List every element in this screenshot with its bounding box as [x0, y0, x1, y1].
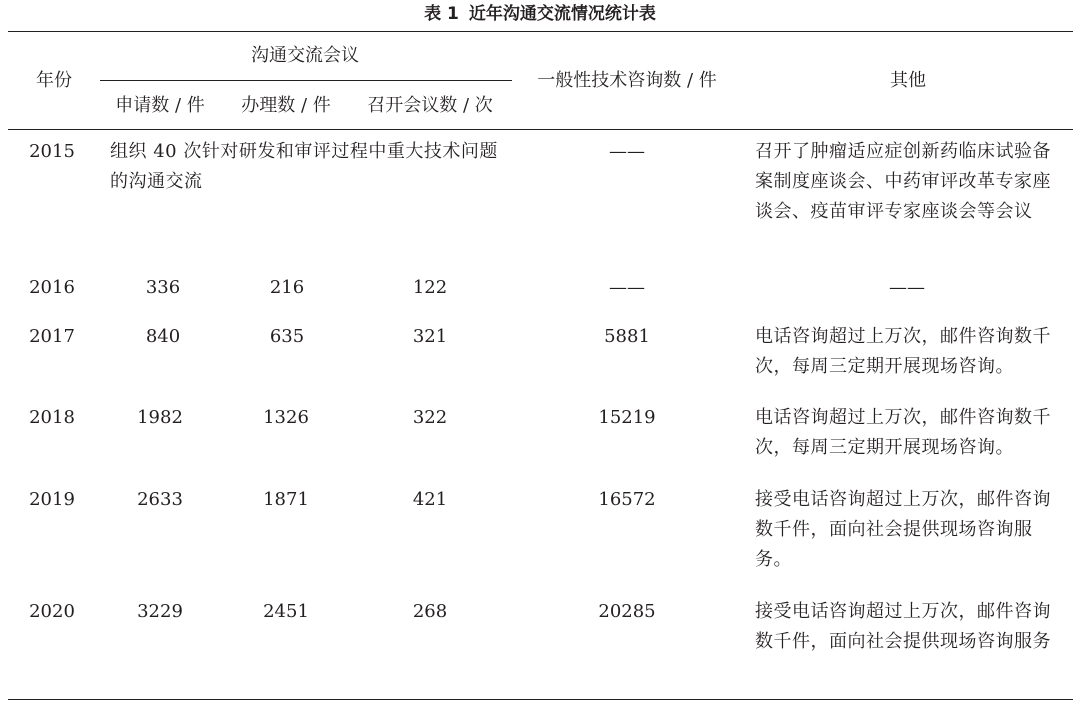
- cell-applications: 1982: [137, 407, 183, 428]
- cell-other: 接受电话咨询超过上万次，邮件咨询数千件，面向社会提供现场咨询服务。: [755, 489, 1051, 570]
- cell-consultations: 5881: [604, 326, 650, 347]
- header-rule: [8, 129, 1073, 130]
- cell-other: 电话咨询超过上万次，邮件咨询数千次，每周三定期开展现场咨询。: [755, 407, 1051, 458]
- table-number: 表 1: [424, 4, 459, 24]
- header-applications: 申请数 / 件: [115, 95, 205, 116]
- cell-year: 2015: [29, 141, 75, 162]
- cell-meetings: 122: [412, 277, 448, 298]
- bottom-rule: [8, 699, 1073, 700]
- cell-applications: 3229: [137, 601, 183, 622]
- cell-other: 接受电话咨询超过上万次，邮件咨询数千件，面向社会提供现场咨询服务: [755, 601, 1051, 652]
- header-other: 其他: [890, 70, 926, 91]
- cell-applications: 336: [145, 277, 181, 298]
- cell-handled: 1871: [263, 489, 309, 510]
- cell-year: 2018: [29, 407, 75, 428]
- top-rule: [8, 31, 1073, 32]
- cell-merged-note: 组织 40 次针对研发和审评过程中重大技术问题的沟通交流: [110, 141, 498, 192]
- table-title: 近年沟通交流情况统计表: [468, 4, 656, 24]
- cell-consultations: ——: [609, 277, 645, 298]
- header-handled: 办理数 / 件: [241, 95, 331, 116]
- group-rule: [100, 80, 512, 81]
- cell-year: 2016: [29, 277, 75, 298]
- cell-handled: 635: [269, 326, 305, 347]
- cell-meetings: 322: [412, 407, 448, 428]
- header-group: 沟通交流会议: [251, 45, 359, 66]
- cell-handled: 1326: [263, 407, 309, 428]
- cell-handled: 2451: [263, 601, 309, 622]
- cell-year: 2020: [29, 601, 75, 622]
- cell-consultations: 15219: [598, 407, 656, 428]
- cell-meetings: 321: [412, 326, 448, 347]
- cell-applications: 2633: [137, 489, 183, 510]
- cell-other: 召开了肿瘤适应症创新药临床试验备案制度座谈会、中药审评改革专家座谈会、疫苗审评专家座谈会等会议: [755, 141, 1051, 222]
- cell-other: ——: [889, 277, 925, 298]
- cell-consultations: ——: [609, 141, 645, 162]
- cell-meetings: 421: [412, 489, 448, 510]
- cell-meetings: 268: [412, 601, 448, 622]
- cell-consultations: 16572: [598, 489, 656, 510]
- cell-year: 2019: [29, 489, 75, 510]
- cell-other: 电话咨询超过上万次，邮件咨询数千次，每周三定期开展现场咨询。: [755, 326, 1051, 377]
- cell-year: 2017: [29, 326, 75, 347]
- table-caption: [0, 0, 1080, 30]
- cell-applications: 840: [145, 326, 181, 347]
- header-year: 年份: [36, 70, 72, 91]
- cell-handled: 216: [269, 277, 305, 298]
- header-consultations: 一般性技术咨询数 / 件: [537, 70, 717, 91]
- header-meetings: 召开会议数 / 次: [367, 95, 493, 116]
- cell-consultations: 20285: [598, 601, 656, 622]
